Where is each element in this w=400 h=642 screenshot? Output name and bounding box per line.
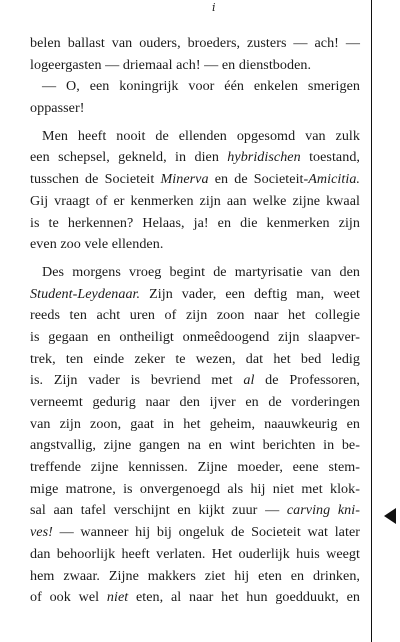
italic-text: ves! [30,524,53,541]
text-segment: of ook wel [30,589,107,606]
text-segment: reeds ten acht uren of zijn zoon naar het collegie [30,307,360,324]
arrow-left-icon[interactable] [384,508,396,524]
text-line [30,544,360,566]
page-number: i [212,1,216,14]
text-segment: Des morgens vroeg begint de martyrisatie van den [42,263,360,280]
text-segment: belen ballast van ouders, broeders, zusters — ach! — [30,35,360,51]
page-edge-rule [371,0,372,642]
body-text [30,33,360,609]
italic-text: niet [106,589,129,606]
text-line [30,262,360,284]
text-segment: tusschen de Societeit [30,171,161,188]
text-segment: trek, ten einde zeker te wezen, dat het bed ledig [30,350,360,367]
text-segment: is. Zijn vader is bevriend met [30,372,244,389]
text-line [30,213,360,235]
text-line [30,76,360,98]
text-line [30,349,360,371]
text-line [30,327,360,349]
text-line [30,284,360,306]
text-segment: Men heeft nooit de ellenden opgesomd van zulk [42,127,360,144]
text-line [30,479,360,501]
text-line [30,191,360,213]
italic-text: hybridischen [227,149,301,166]
text-line [30,522,360,544]
text-line [30,392,360,414]
text-segment: — O, een koningrijk voor één enkelen smerigen [42,78,360,95]
text-segment: is te herkennen? Helaas, ja! en die kenmerken zijn [30,214,360,231]
text-segment: van zijn zoon, gaat in het geheim, naauwkeurig en [30,415,360,432]
italic-text: Minerva [160,171,209,188]
text-line [30,435,360,457]
text-line [30,147,360,169]
text-segment: eten, al naar het hun goedduukt, en [128,589,360,606]
text-line [30,55,360,77]
text-segment: dan behoorlijk heeft verlaten. Het ouderlijk huis weegt [30,545,360,562]
text-segment: een schepsel, gekneld, in dien [30,149,228,166]
text-segment: hem zwaar. Zijne makkers ziet hij eten en drinken, [30,567,360,584]
text-line [30,126,360,148]
text-line [30,370,360,392]
text-line [30,98,360,120]
text-line [30,169,360,191]
text-segment: — wanneer hij bij ongeluk de Societeit wat later [52,524,360,541]
italic-text: carving kni- [286,502,360,519]
text-segment: oppasser! [30,100,85,117]
text-line [30,500,360,522]
text-segment: Zijn vader, een deftig man, weet [140,285,360,302]
text-line [30,33,360,55]
text-line [30,566,360,588]
text-line [30,234,360,256]
text-segment: treffende zijne kennissen. Zijne moeder, eene stem- [30,459,360,476]
text-segment: de Professoren, [254,372,360,389]
text-line [30,457,360,479]
text-segment: toestand, [300,149,361,166]
text-segment: angstvallig, zijne gangen na en wint berichten in be- [30,437,360,454]
text-segment: logeergasten — driemaal ach! — en dienstboden. [30,56,312,73]
text-line [30,414,360,436]
text-line [30,305,360,327]
italic-text: al [243,372,255,389]
text-segment: even zoo vele ellenden. [30,236,164,253]
text-segment: is gegaan en ontheiligt onmeêdoogend zijn slaapver- [30,328,360,345]
italic-text: Student-Leydenaar. [30,285,141,302]
text-line [30,587,360,609]
text-segment: sal aan tafel verschijnt en kijkt zuur — [30,502,287,519]
text-segment: en de Societeit- [208,171,309,188]
text-segment: mige matrone, is onvergenoegd als hij niet met klok- [30,480,360,497]
text-segment: Gij vraagt of er kenmerken zijn aan welke zijne kwaal [30,192,360,209]
italic-text: Amicitia. [308,171,360,188]
text-segment: verneemt gedurig naar den ijver en de vorderingen [30,394,360,410]
